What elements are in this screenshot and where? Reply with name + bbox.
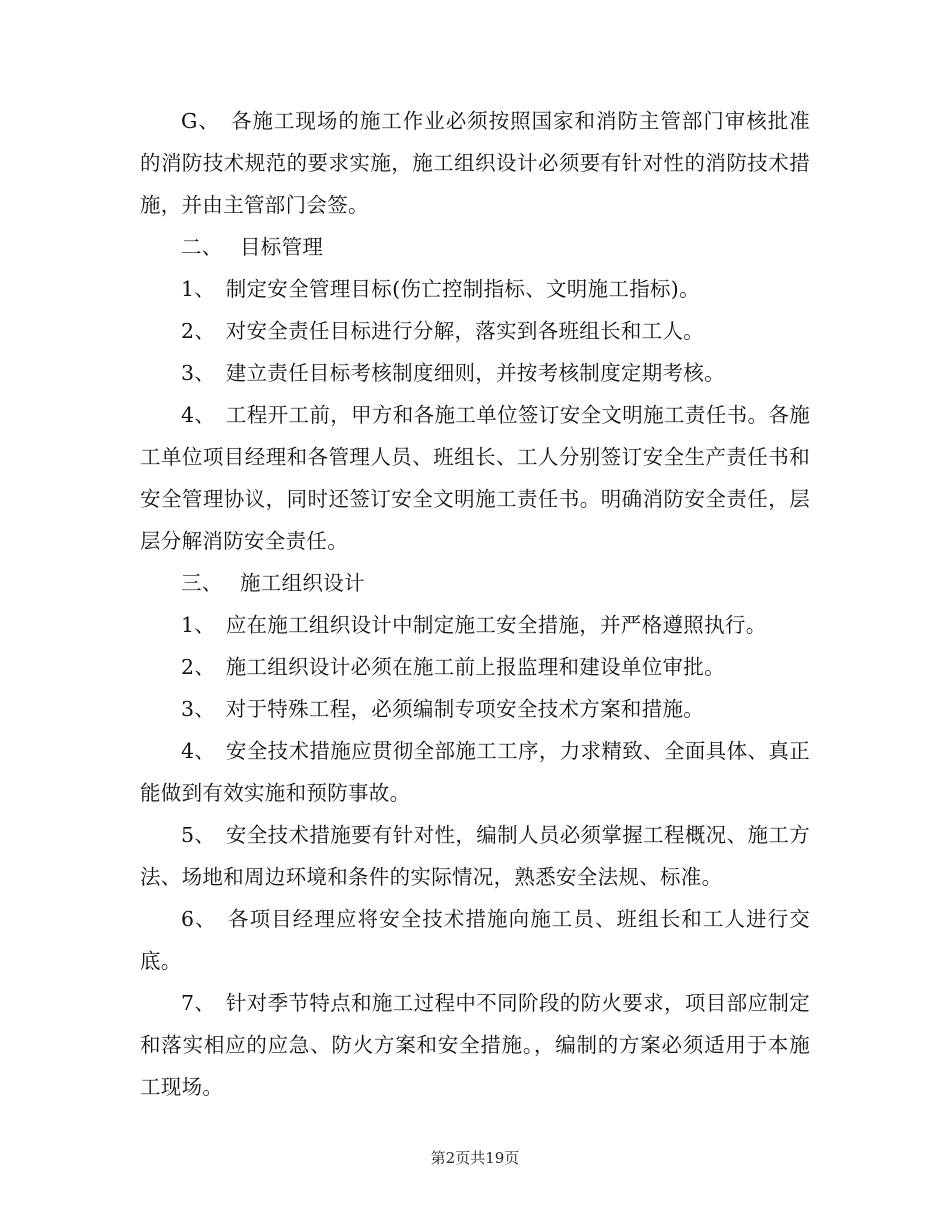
page-number-footer: 第2页共19页 (430, 1149, 520, 1167)
paragraph-3-3: 3、 对于特殊工程，必须编制专项安全技术方案和措施。 (181, 697, 705, 721)
section-heading-2: 二、 目标管理 (181, 235, 324, 259)
paragraph-2-2: 2、 对安全责任目标进行分解，落实到各班组长和工人。 (181, 319, 705, 343)
paragraph-3-5: 5、 安全技术措施要有针对性，编制人员必须掌握工程概况、施工方法、场地和周边环境和条件的实际情况，熟悉安全法规、标准。 (140, 823, 810, 889)
paragraph-3-4: 4、 安全技术措施应贯彻全部施工工序，力求精致、全面具体、真正能做到有效实施和预防事故。 (140, 739, 810, 805)
section-heading-3: 三、 施工组织设计 (181, 571, 365, 595)
paragraph-3-1: 1、 应在施工组织设计中制定施工安全措施，并严格遵照执行。 (181, 613, 767, 637)
paragraph-2-3: 3、 建立责任目标考核制度细则，并按考核制度定期考核。 (181, 361, 725, 385)
document-body (140, 100, 810, 1108)
paragraph-3-6: 6、 各项目经理应将安全技术措施向施工员、班组长和工人进行交底。 (140, 907, 810, 973)
paragraph-2-1: 1、 制定安全管理目标(伤亡控制指标、文明施工指标)。 (181, 277, 700, 301)
paragraph-2-4: 4、 工程开工前，甲方和各施工单位签订安全文明施工责任书。各施工单位项目经理和各管理人员、班组长、工人分别签订安全生产责任书和安全管理协议，同时还签订安全文明施工责任书。明确消防安全责任，层层分解消防安全责任。 (140, 403, 810, 553)
paragraph-3-7: 7、 针对季节特点和施工过程中不同阶段的防火要求，项目部应制定和落实相应的应急、防火方案和安全措施。，编制的方案必须适用于本施工现场。 (140, 991, 810, 1099)
paragraph-g: G、 各施工现场的施工作业必须按照国家和消防主管部门审核批准的消防技术规范的要求实施，施工组织设计必须要有针对性的消防技术措施，并由主管部门会签。 (140, 109, 810, 217)
paragraph-3-2: 2、 施工组织设计必须在施工前上报监理和建设单位审批。 (181, 655, 725, 679)
